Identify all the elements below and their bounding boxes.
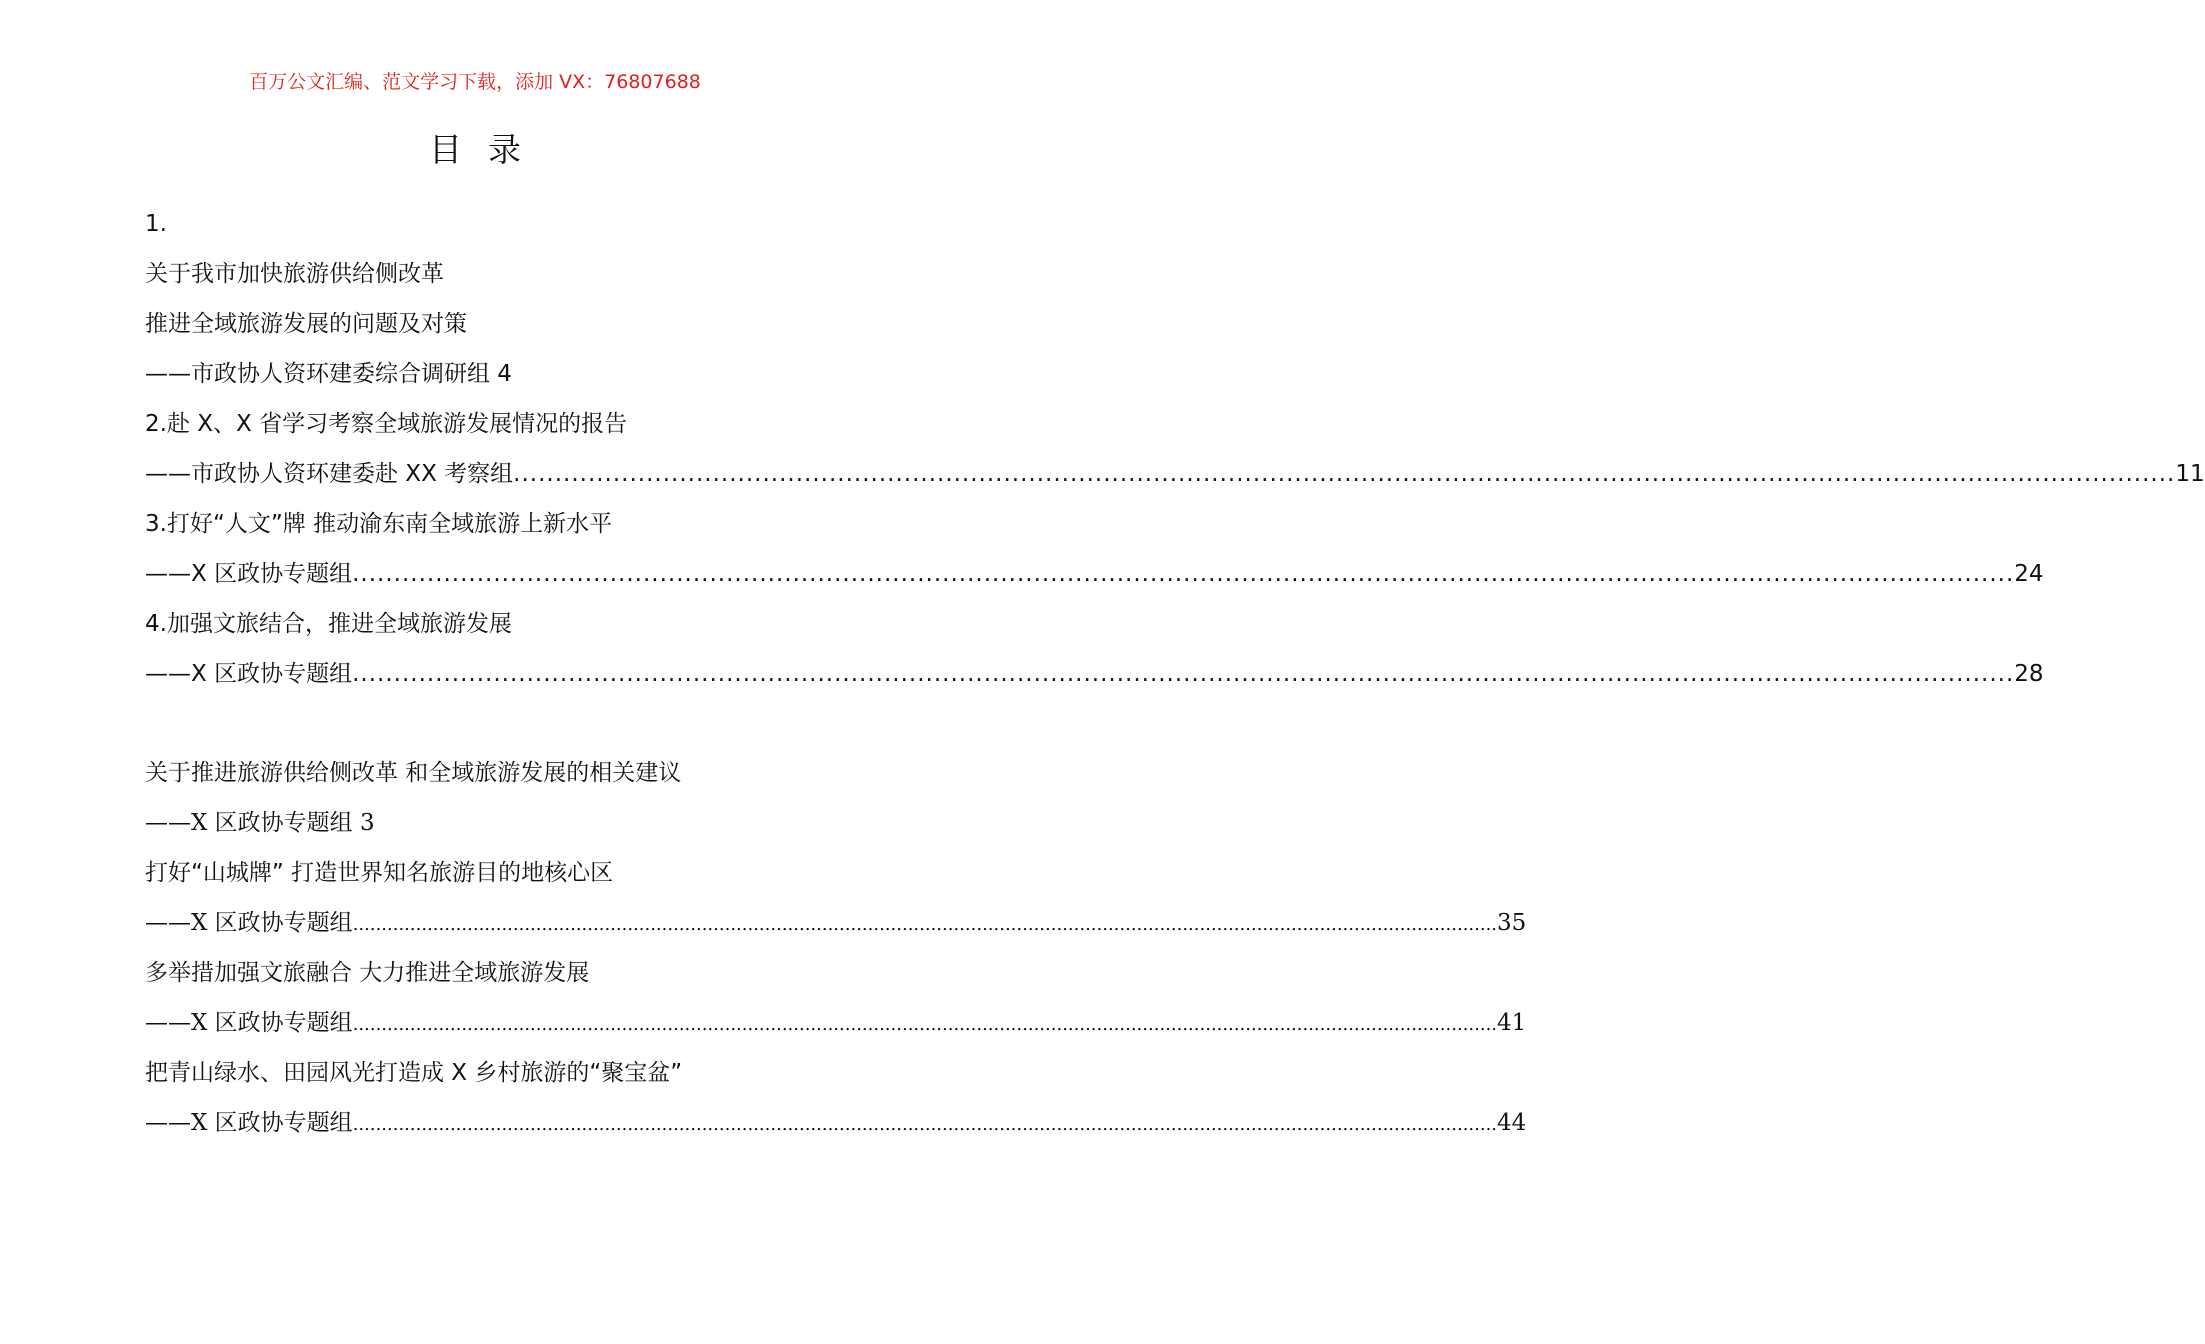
toc-entry — [145, 557, 2044, 591]
toc-entry — [145, 657, 2044, 691]
page-number: 24 — [2014, 561, 2044, 587]
dot-leader: ........................................................................................................................................................................................................ — [352, 1114, 1498, 1135]
toc-entry: 关于推进旅游供给侧改革 和全域旅游发展的相关建议 — [145, 760, 682, 786]
page-number: 11 — [2175, 461, 2205, 487]
download-banner: 百万公文汇编、范文学习下载，添加 VX：76807688 — [249, 71, 701, 93]
entry-text: ——X 区政协专题组 — [145, 910, 353, 936]
entry-text: ——X 区政协专题组 — [145, 1110, 353, 1136]
toc-entry: 推进全域旅游发展的问题及对策 — [145, 311, 467, 337]
entry-text: ——X 区政协专题组 — [145, 561, 353, 587]
toc-entry: 1. — [145, 211, 167, 237]
dot-leader: ........................................................................................................................................................................................................ — [513, 461, 2176, 487]
page-number: 35 — [1497, 910, 1527, 936]
toc-entry: ——X 区政协专题组 3 — [145, 810, 375, 836]
toc-entry: 2.赴 X、X 省学习考察全域旅游发展情况的报告 — [145, 411, 628, 437]
toc-entry — [145, 1006, 1527, 1040]
toc-entry — [145, 1106, 1527, 1140]
toc-entry: 多举措加强文旅融合 大力推进全域旅游发展 — [145, 960, 590, 986]
toc-entry: 3.打好“人文”牌 推动渝东南全域旅游上新水平 — [145, 511, 613, 537]
dot-leader: ........................................................................................................................................................................................................ — [352, 914, 1498, 935]
entry-text: ——X 区政协专题组 — [145, 661, 353, 687]
entry-text: ——市政协人资环建委赴 XX 考察组 — [145, 461, 514, 487]
entry-text: ——X 区政协专题组 — [145, 1010, 353, 1036]
page-number: 41 — [1497, 1010, 1527, 1036]
dot-leader: ........................................................................................................................................................................................................ — [352, 661, 2015, 687]
toc-entry: ——市政协人资环建委综合调研组 4 — [145, 361, 512, 387]
toc-entry — [145, 906, 1527, 940]
dot-leader: ........................................................................................................................................................................................................ — [352, 561, 2015, 587]
page-title: 目录 — [429, 130, 547, 169]
page-number: 28 — [2014, 661, 2044, 687]
toc-entry: 关于我市加快旅游供给侧改革 — [145, 261, 444, 287]
toc-entry — [145, 457, 2205, 491]
dot-leader: ........................................................................................................................................................................................................ — [352, 1014, 1498, 1035]
toc-entry: 打好“山城牌” 打造世界知名旅游目的地核心区 — [145, 860, 614, 886]
toc-entry: 把青山绿水、田园风光打造成 X 乡村旅游的“聚宝盆” — [145, 1060, 683, 1086]
page-number: 44 — [1497, 1110, 1527, 1136]
toc-entry: 4.加强文旅结合，推进全域旅游发展 — [145, 611, 512, 637]
